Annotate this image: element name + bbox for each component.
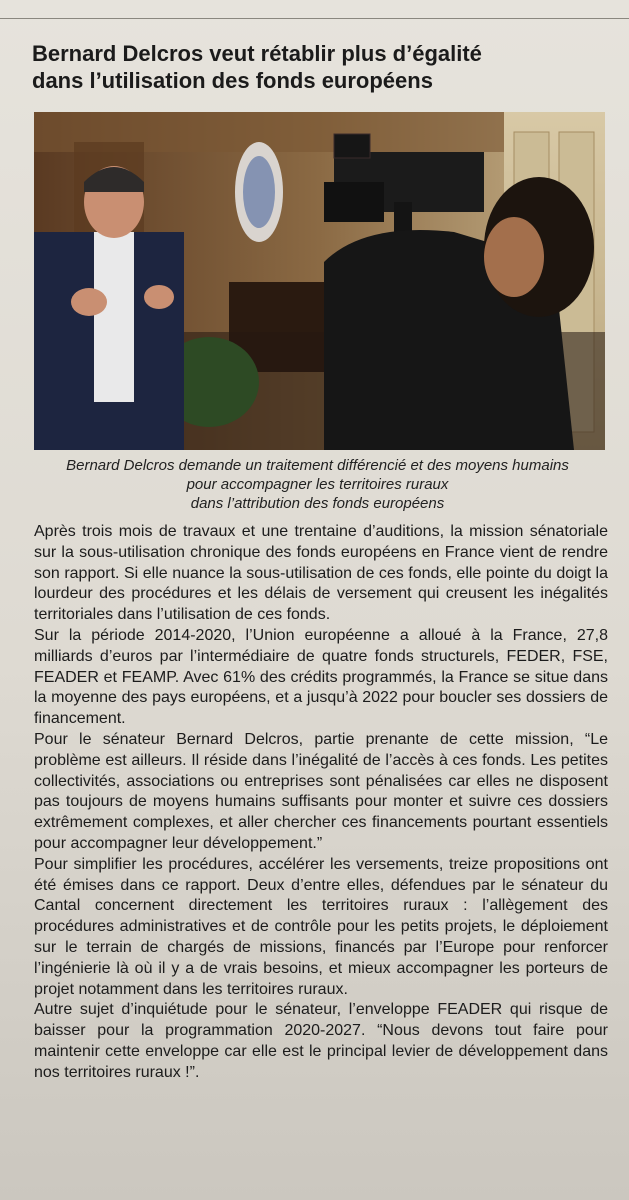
- photo-caption: [30, 456, 605, 513]
- headline-line-2: dans l’utilisation des fonds européens: [32, 68, 433, 93]
- headline-line-1: Bernard Delcros veut rétablir plus d’égalité: [32, 41, 482, 66]
- caption-line-3: dans l’attribution des fonds européens: [190, 495, 445, 512]
- headline: [32, 40, 602, 94]
- interview-photo: [34, 112, 605, 450]
- article-paragraph-3: Pour le sénateur Bernard Delcros, partie prenante de cette mission, “Le problème est ailleurs. Il réside dans l’inégalité de l’accès à ces fonds. Les petites collectivités, associations ou entreprises sont pénalisées car elles ne disposent pas toujours de moyens humains suffisants pour monter et suivre ces dossiers extrêmement complexes, et aller chercher ces financements pourtant essentiels pour accompagner leur développement.”: [34, 730, 608, 852]
- caption-line-1: Bernard Delcros demande un traitement différencié et des moyens humains: [66, 457, 569, 474]
- article-paragraph-4: Pour simplifier les procédures, accélérer les versements, treize propositions ont été émises dans ce rapport. Deux d’entre elles, défendues par le sénateur du Cantal concernent directement les territoires ruraux : l’allègement des procédures administratives et de contrôle pour les petits projets, le déploiement sur le terrain de chargés de missions, financés par l’Europe pour renforcer l’ingénierie là où il y a de vrais besoins, et mieux accompagner les porteurs de projet notamment dans les territoires ruraux.: [34, 855, 608, 998]
- top-rule: [0, 18, 629, 19]
- interview-photo-illustration: [34, 112, 605, 450]
- article-body: [34, 522, 608, 1084]
- article-paragraph-2: Sur la période 2014-2020, l’Union européenne a alloué à la France, 27,8 milliards d’euros par l’intermédiaire de quatre fonds structurels, FEDER, FSE, FEADER et FEAMP. Avec 61% des crédits programmés, la France se situe dans la moyenne des pays européens, et a jusqu’à 2022 pour boucler ses dossiers de financement.: [34, 626, 608, 728]
- caption-line-2: pour accompagner les territoires ruraux: [186, 476, 449, 493]
- article-paragraph-5: Autre sujet d’inquiétude pour le sénateur, l’enveloppe FEADER qui risque de baisser pour la programmation 2020-2027. “Nous devons tout faire pour maintenir cette enveloppe car elle est le principal levier de développement dans nos territoires ruraux !”.: [34, 1001, 608, 1081]
- article-paragraph-1: Après trois mois de travaux et une trentaine d’auditions, la mission sénatoriale sur la sous-utilisation chronique des fonds européens en France vient de rendre son rapport. Si elle nuance la sous-utilisation de ces fonds, elle pointe du doigt la lourdeur des procédures et les délais de versement qui creusent les inégalités territoriales dans l’utilisation de ces fonds.: [34, 523, 608, 624]
